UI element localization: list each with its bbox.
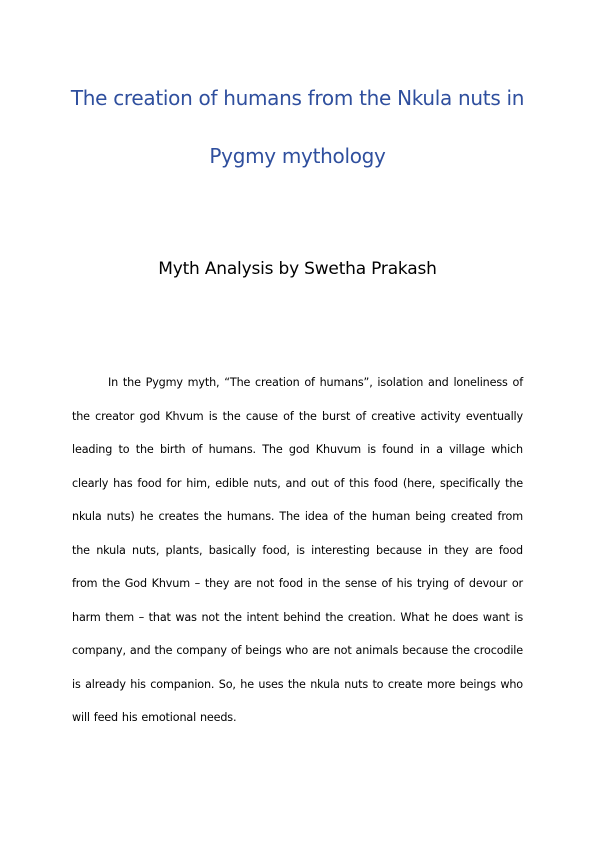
title-line-2: Pygmy mythology	[209, 144, 386, 168]
subtitle: Myth Analysis by Swetha Prakash	[158, 259, 437, 279]
body-paragraph: In the Pygmy myth, “The creation of humans”, isolation and loneliness of the creator god Khvum is the cause of the burst of creative activity eventually leading to the birth of humans. The god Khuvum is found in a village which clearly has food for him, edible nuts, and out of this food (here, specifically the nkula nuts) he creates the humans. The idea of the human being created from the nkula nuts, plants, basically food, is interesting because in they are food from the God Khvum – they are not food in the sense of his trying of devour or harm them – that was not the intent behind the creation. What he does want is company, and the company of beings who are not animals because the crocodile is already his companion. So, he uses the nkula nuts to create more beings who will feed his emotional needs.	[72, 376, 523, 724]
title-line-1: The creation of humans from the Nkula nuts in	[70, 86, 525, 110]
